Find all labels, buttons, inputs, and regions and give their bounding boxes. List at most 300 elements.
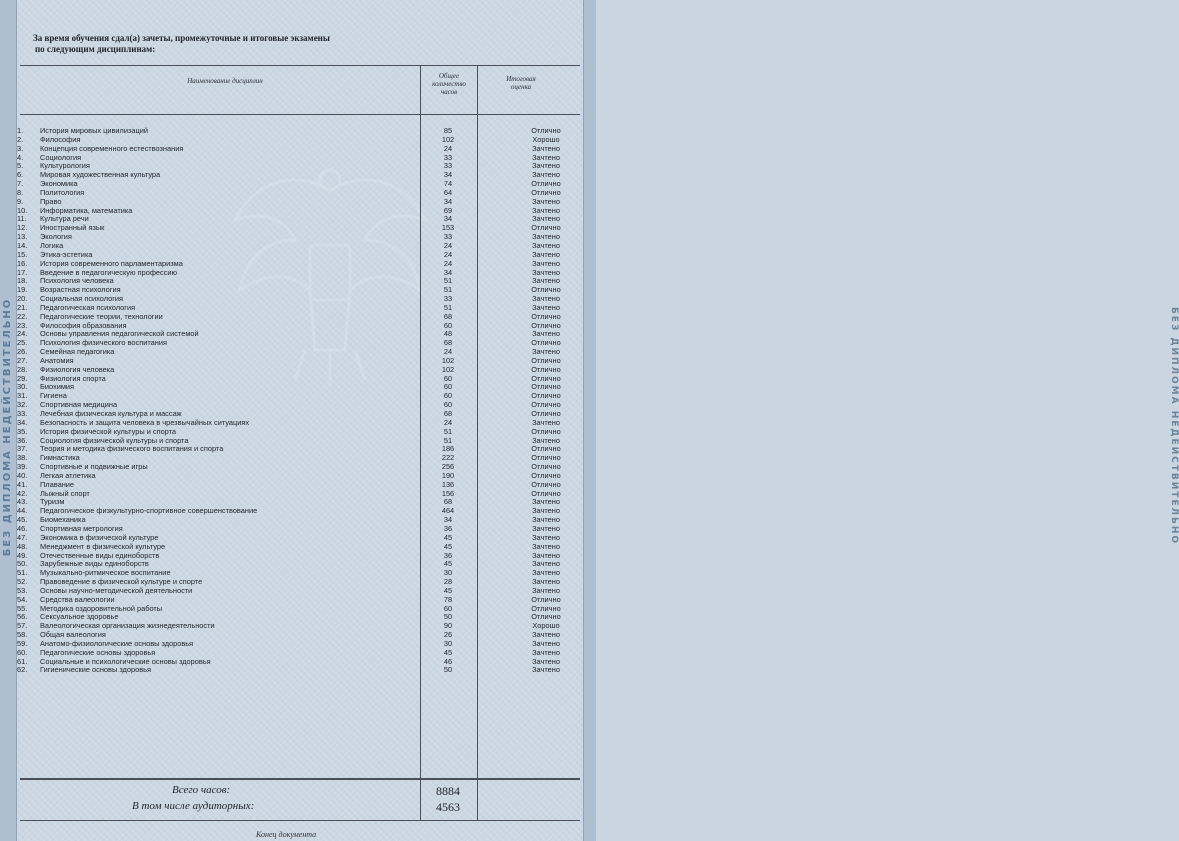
discipline-grade: Зачтено [532,506,560,516]
discipline-hours: 74 [443,179,453,189]
table-row [0,268,596,277]
footer-text: Конец документа [256,830,317,839]
discipline-hours: 60 [443,400,453,410]
row-number: 4. [17,152,24,162]
discipline-hours: 30 [443,638,453,648]
table-row [0,621,596,630]
discipline-rows [0,126,596,674]
discipline-name: Педагогическое физкультурно-спортивное совершенствование [40,506,258,516]
discipline-hours: 45 [443,585,453,595]
row-number: 22. [17,311,28,321]
row-number: 55. [17,603,28,613]
discipline-grade: Зачтено [532,329,560,339]
discipline-name: Правоведение в физической культуре и спорте [40,577,203,587]
column-header-hours [421,72,477,96]
discipline-name: Основы управления педагогической системой [40,329,199,339]
row-number: 41. [17,479,28,489]
discipline-hours: 51 [443,302,453,312]
discipline-hours: 51 [443,426,453,436]
discipline-grade: Отлично [531,488,561,498]
row-number: 15. [17,249,28,259]
row-number: 60. [17,647,28,657]
discipline-name: Спортивные и подвижные игры [40,462,148,472]
table-row [0,294,596,303]
row-number: 24. [17,329,28,339]
discipline-hours: 68 [443,311,453,321]
table-row [0,559,596,568]
discipline-name: Культура речи [40,214,89,224]
discipline-grade: Зачтено [532,240,560,250]
discipline-name: Музыкально-ритмическое воспитание [40,568,171,578]
table-bottom-rule [20,778,580,780]
discipline-name: Мировая художественная культура [40,170,161,180]
discipline-grade: Зачтено [532,232,560,242]
discipline-grade: Зачтено [532,585,560,595]
table-row [0,639,596,648]
discipline-name: Зарубежные виды единоборств [40,559,149,569]
table-row [0,568,596,577]
discipline-grade: Зачтено [532,294,560,304]
discipline-hours: 33 [443,161,453,171]
discipline-grade: Зачтено [532,347,560,357]
row-number: 51. [17,568,28,578]
row-number: 53. [17,585,28,595]
discipline-name: Этика-эстетика [40,249,93,259]
discipline-grade: Зачтено [532,435,560,445]
discipline-hours: 45 [443,559,453,569]
row-number: 46. [17,523,28,533]
discipline-hours: 46 [443,656,453,666]
table-row [0,144,596,153]
discipline-grade: Отлично [531,382,561,392]
discipline-name: Валеологическая организация жизнедеятельности [40,621,215,631]
discipline-name: Отечественные виды единоборств [40,550,160,560]
discipline-hours: 85 [443,126,453,135]
discipline-hours: 102 [441,355,455,365]
table-row [0,604,596,613]
discipline-grade: Зачтено [532,302,560,312]
table-row [0,276,596,285]
table-row [0,135,596,144]
row-number: 57. [17,621,28,631]
column-header-grade [486,75,556,91]
transcript-heading [33,33,433,55]
row-number: 32. [17,400,28,410]
discipline-hours: 36 [443,550,453,560]
discipline-grade: Отлично [531,479,561,489]
table-row [0,321,596,330]
table-row [0,259,596,268]
discipline-grade: Хорошо [532,621,560,631]
row-number: 16. [17,258,28,268]
discipline-hours: 45 [443,647,453,657]
discipline-hours: 51 [443,285,453,295]
discipline-grade: Зачтено [532,152,560,162]
table-row [0,153,596,162]
grade-header-line-2: оценка [510,83,532,91]
discipline-grade: Зачтено [532,267,560,277]
discipline-name: Легкая атлетика [40,470,96,480]
hours-header-line-3: часов [440,88,458,96]
row-number: 45. [17,515,28,525]
discipline-hours: 256 [441,462,455,472]
discipline-hours: 34 [443,170,453,180]
table-row [0,161,596,170]
discipline-hours: 30 [443,568,453,578]
discipline-hours: 45 [443,541,453,551]
discipline-hours: 33 [443,152,453,162]
discipline-grade: Зачтено [532,577,560,587]
discipline-hours: 222 [441,453,455,463]
discipline-hours: 33 [443,294,453,304]
discipline-hours: 186 [441,444,455,454]
discipline-grade: Зачтено [532,205,560,215]
row-number: 35. [17,426,28,436]
discipline-name: Философия образования [40,320,127,330]
discipline-name: Педагогические основы здоровья [40,647,156,657]
discipline-name: Методика оздоровительной работы [40,603,163,613]
row-number: 39. [17,462,28,472]
table-row [0,365,596,374]
discipline-hours: 51 [443,435,453,445]
discipline-name: Сексуальное здоровье [40,612,119,622]
discipline-grade: Отлично [531,400,561,410]
auditory-hours-value: 4563 [436,800,460,814]
row-number: 12. [17,223,28,233]
table-row [0,436,596,445]
discipline-name: Анатомия [40,355,74,365]
discipline-grade: Отлично [531,338,561,348]
row-number: 1. [17,126,24,135]
discipline-name: Психология физического воспитания [40,338,167,348]
row-number: 8. [17,187,24,197]
discipline-name: История современного парламентаризма [40,258,183,268]
discipline-grade: Зачтено [532,161,560,171]
discipline-name: Психология человека [40,276,114,286]
discipline-grade: Отлично [531,391,561,401]
table-row [0,480,596,489]
row-number: 7. [17,179,24,189]
table-top-rule [20,65,580,66]
table-row [0,497,596,506]
table-row [0,250,596,259]
row-number: 38. [17,453,28,463]
table-row [0,471,596,480]
table-row [0,285,596,294]
discipline-name: Иностранный язык [40,223,105,233]
discipline-name: Лыжный спорт [40,488,90,498]
row-number: 6. [17,170,24,180]
discipline-name: Туризм [40,497,65,507]
discipline-hours: 24 [443,143,453,153]
table-row [0,665,596,674]
table-row [0,533,596,542]
row-number: 14. [17,240,28,250]
row-number: 10. [17,205,28,215]
row-number: 28. [17,364,28,374]
row-number: 34. [17,417,28,427]
discipline-grade: Отлично [531,320,561,330]
row-number: 62. [17,665,28,675]
discipline-hours: 68 [443,497,453,507]
table-row [0,329,596,338]
row-number: 21. [17,302,28,312]
discipline-hours: 64 [443,187,453,197]
discipline-grade: Зачтено [532,638,560,648]
table-row [0,206,596,215]
discipline-name: Информатика, математика [40,205,133,215]
discipline-name: Культурология [40,161,90,171]
discipline-grade: Зачтено [532,258,560,268]
discipline-grade: Зачтено [532,647,560,657]
row-number: 52. [17,577,28,587]
discipline-name: Педагогические теории, технологии [40,311,163,321]
row-number: 61. [17,656,28,666]
row-number: 26. [17,347,28,357]
table-row [0,506,596,515]
discipline-hours: 36 [443,523,453,533]
discipline-grade: Отлично [531,179,561,189]
discipline-hours: 90 [443,621,453,631]
row-number: 30. [17,382,28,392]
table-row [0,427,596,436]
discipline-name: История мировых цивилизаций [40,126,148,135]
discipline-grade: Отлично [531,462,561,472]
discipline-grade: Отлично [531,285,561,295]
discipline-hours: 45 [443,532,453,542]
row-number: 5. [17,161,24,171]
discipline-hours: 48 [443,329,453,339]
row-number: 23. [17,320,28,330]
row-number: 40. [17,470,28,480]
discipline-name: Биомеханика [40,515,86,525]
discipline-hours: 60 [443,373,453,383]
row-number: 58. [17,630,28,640]
discipline-grade: Отлично [531,126,561,135]
discipline-hours: 28 [443,577,453,587]
discipline-hours: 24 [443,249,453,259]
discipline-hours: 24 [443,347,453,357]
table-row [0,312,596,321]
table-row [0,223,596,232]
discipline-hours: 33 [443,232,453,242]
discipline-grade: Отлично [531,453,561,463]
discipline-name: Педагогическая психология [40,302,136,312]
table-row [0,170,596,179]
discipline-hours: 102 [441,134,455,144]
heading-line-2: по следующим дисциплинам: [35,44,156,54]
discipline-grade: Отлично [531,594,561,604]
table-row [0,338,596,347]
discipline-hours: 34 [443,515,453,525]
header-bottom-rule [20,114,580,115]
discipline-name: Социальные и психологические основы здоровья [40,656,211,666]
row-number: 48. [17,541,28,551]
table-row [0,648,596,657]
row-number: 27. [17,355,28,365]
row-number: 13. [17,232,28,242]
row-number: 44. [17,506,28,516]
discipline-name: Физиология человека [40,364,115,374]
discipline-name: Право [40,196,62,206]
row-number: 29. [17,373,28,383]
row-number: 25. [17,338,28,348]
discipline-name: Спортивная метрология [40,523,123,533]
discipline-grade: Отлично [531,603,561,613]
discipline-hours: 60 [443,391,453,401]
hours-header-line-1: Общее [438,72,460,80]
table-row [0,241,596,250]
row-number: 31. [17,391,28,401]
discipline-grade: Отлично [531,355,561,365]
discipline-name: Гигиена [40,391,67,401]
discipline-hours: 102 [441,364,455,374]
discipline-hours: 68 [443,409,453,418]
discipline-grade: Зачтено [532,214,560,224]
table-row [0,657,596,666]
discipline-grade: Зачтено [532,541,560,551]
row-number: 36. [17,435,28,445]
discipline-hours: 190 [441,470,455,480]
discipline-grade: Зачтено [532,417,560,427]
discipline-hours: 24 [443,417,453,427]
discipline-hours: 60 [443,382,453,392]
discipline-hours: 50 [443,612,453,622]
discipline-grade: Зачтено [532,170,560,180]
discipline-grade: Зачтено [532,630,560,640]
heading-line-1: За время обучения сдал(а) зачеты, промежуточные и итоговые экзамены [33,33,330,43]
table-row [0,356,596,365]
discipline-grade: Отлично [531,470,561,480]
table-row [0,586,596,595]
discipline-name: Политология [40,187,85,197]
row-number: 2. [17,134,24,144]
discipline-name: Социология физической культуры и спорта [40,435,189,445]
discipline-name: Экономика в физической культуре [40,532,159,542]
discipline-grade: Хорошо [532,134,560,144]
table-row [0,577,596,586]
discipline-name: Социология [40,152,82,162]
row-number: 17. [17,267,28,277]
discipline-grade: Зачтено [532,550,560,560]
discipline-name: История физической культуры и спорта [40,426,177,436]
table-row [0,400,596,409]
discipline-hours: 26 [443,630,453,640]
table-row [0,542,596,551]
row-number: 49. [17,550,28,560]
discipline-hours: 34 [443,196,453,206]
discipline-name: Анатомо-физиологические основы здоровья [40,638,194,648]
discipline-grade: Зачтено [532,249,560,259]
discipline-hours: 78 [443,594,453,604]
row-number: 19. [17,285,28,295]
discipline-grade: Отлично [531,409,561,418]
discipline-hours: 464 [441,506,455,516]
auditory-hours-label: В том числе аудиторных: [132,800,255,812]
row-number: 11. [17,214,27,224]
table-row [0,409,596,418]
discipline-name: Основы научно-методической деятельности [40,585,193,595]
discipline-grade: Отлично [531,364,561,374]
discipline-name: Спортивная медицина [40,400,118,410]
discipline-hours: 34 [443,267,453,277]
discipline-hours: 69 [443,205,453,215]
table-row [0,515,596,524]
table-row [0,444,596,453]
discipline-hours: 24 [443,258,453,268]
discipline-name: Средства валеологии [40,594,115,604]
row-number: 54. [17,594,28,604]
row-number: 3. [17,143,24,153]
table-row [0,489,596,498]
discipline-name: Теория и методика физического воспитания и спорта [40,444,224,454]
discipline-hours: 136 [441,479,455,489]
discipline-name: Физиология спорта [40,373,106,383]
discipline-name: Экономика [40,179,78,189]
discipline-hours: 51 [443,276,453,286]
discipline-grade: Зачтено [532,196,560,206]
discipline-grade: Отлично [531,426,561,436]
table-row [0,453,596,462]
discipline-name: Семейная педагогика [40,347,115,357]
discipline-name: Общая валеология [40,630,106,640]
discipline-grade: Зачтено [532,515,560,525]
table-row [0,214,596,223]
discipline-grade: Зачтено [532,568,560,578]
table-row [0,303,596,312]
row-number: 20. [17,294,28,304]
hours-header-line-2: количество [432,80,466,88]
row-number: 42. [17,488,28,498]
table-row [0,524,596,533]
left-strip-text: БЕЗ ДИПЛОМА НЕДЕЙСТВИТЕЛЬНО [2,297,13,557]
discipline-grade: Отлично [531,373,561,383]
discipline-hours: 68 [443,338,453,348]
row-number: 18. [17,276,28,286]
total-hours-value: 8884 [436,784,460,798]
discipline-name: Лечебная физическая культура и массаж [40,409,182,418]
discipline-hours: 156 [441,488,455,498]
discipline-grade: Отлично [531,223,561,233]
discipline-grade: Зачтено [532,497,560,507]
table-row [0,418,596,427]
discipline-grade: Отлично [531,187,561,197]
row-number: 56. [17,612,28,622]
discipline-hours: 24 [443,240,453,250]
table-row [0,126,596,135]
discipline-hours: 153 [441,223,455,233]
discipline-name: Биохимия [40,382,75,392]
discipline-name: Безопасность и защита человека в чрезвычайных ситуациях [40,417,250,427]
total-hours-label: Всего часов: [172,784,231,796]
table-row [0,197,596,206]
discipline-hours: 34 [443,214,453,224]
discipline-name: Логика [40,240,64,250]
discipline-name: Гимнастика [40,453,80,463]
table-row [0,347,596,356]
grade-header-line-1: Итоговая [506,75,536,83]
table-row [0,179,596,188]
row-number: 33. [17,409,28,418]
column-header-name: Наименование дисциплин [187,77,263,85]
discipline-hours: 60 [443,320,453,330]
discipline-grade: Зачтено [532,532,560,542]
row-number: 47. [17,532,28,542]
table-row [0,232,596,241]
discipline-name: Экология [40,232,72,242]
discipline-grade: Зачтено [532,523,560,533]
totals-bottom-rule [20,820,580,821]
